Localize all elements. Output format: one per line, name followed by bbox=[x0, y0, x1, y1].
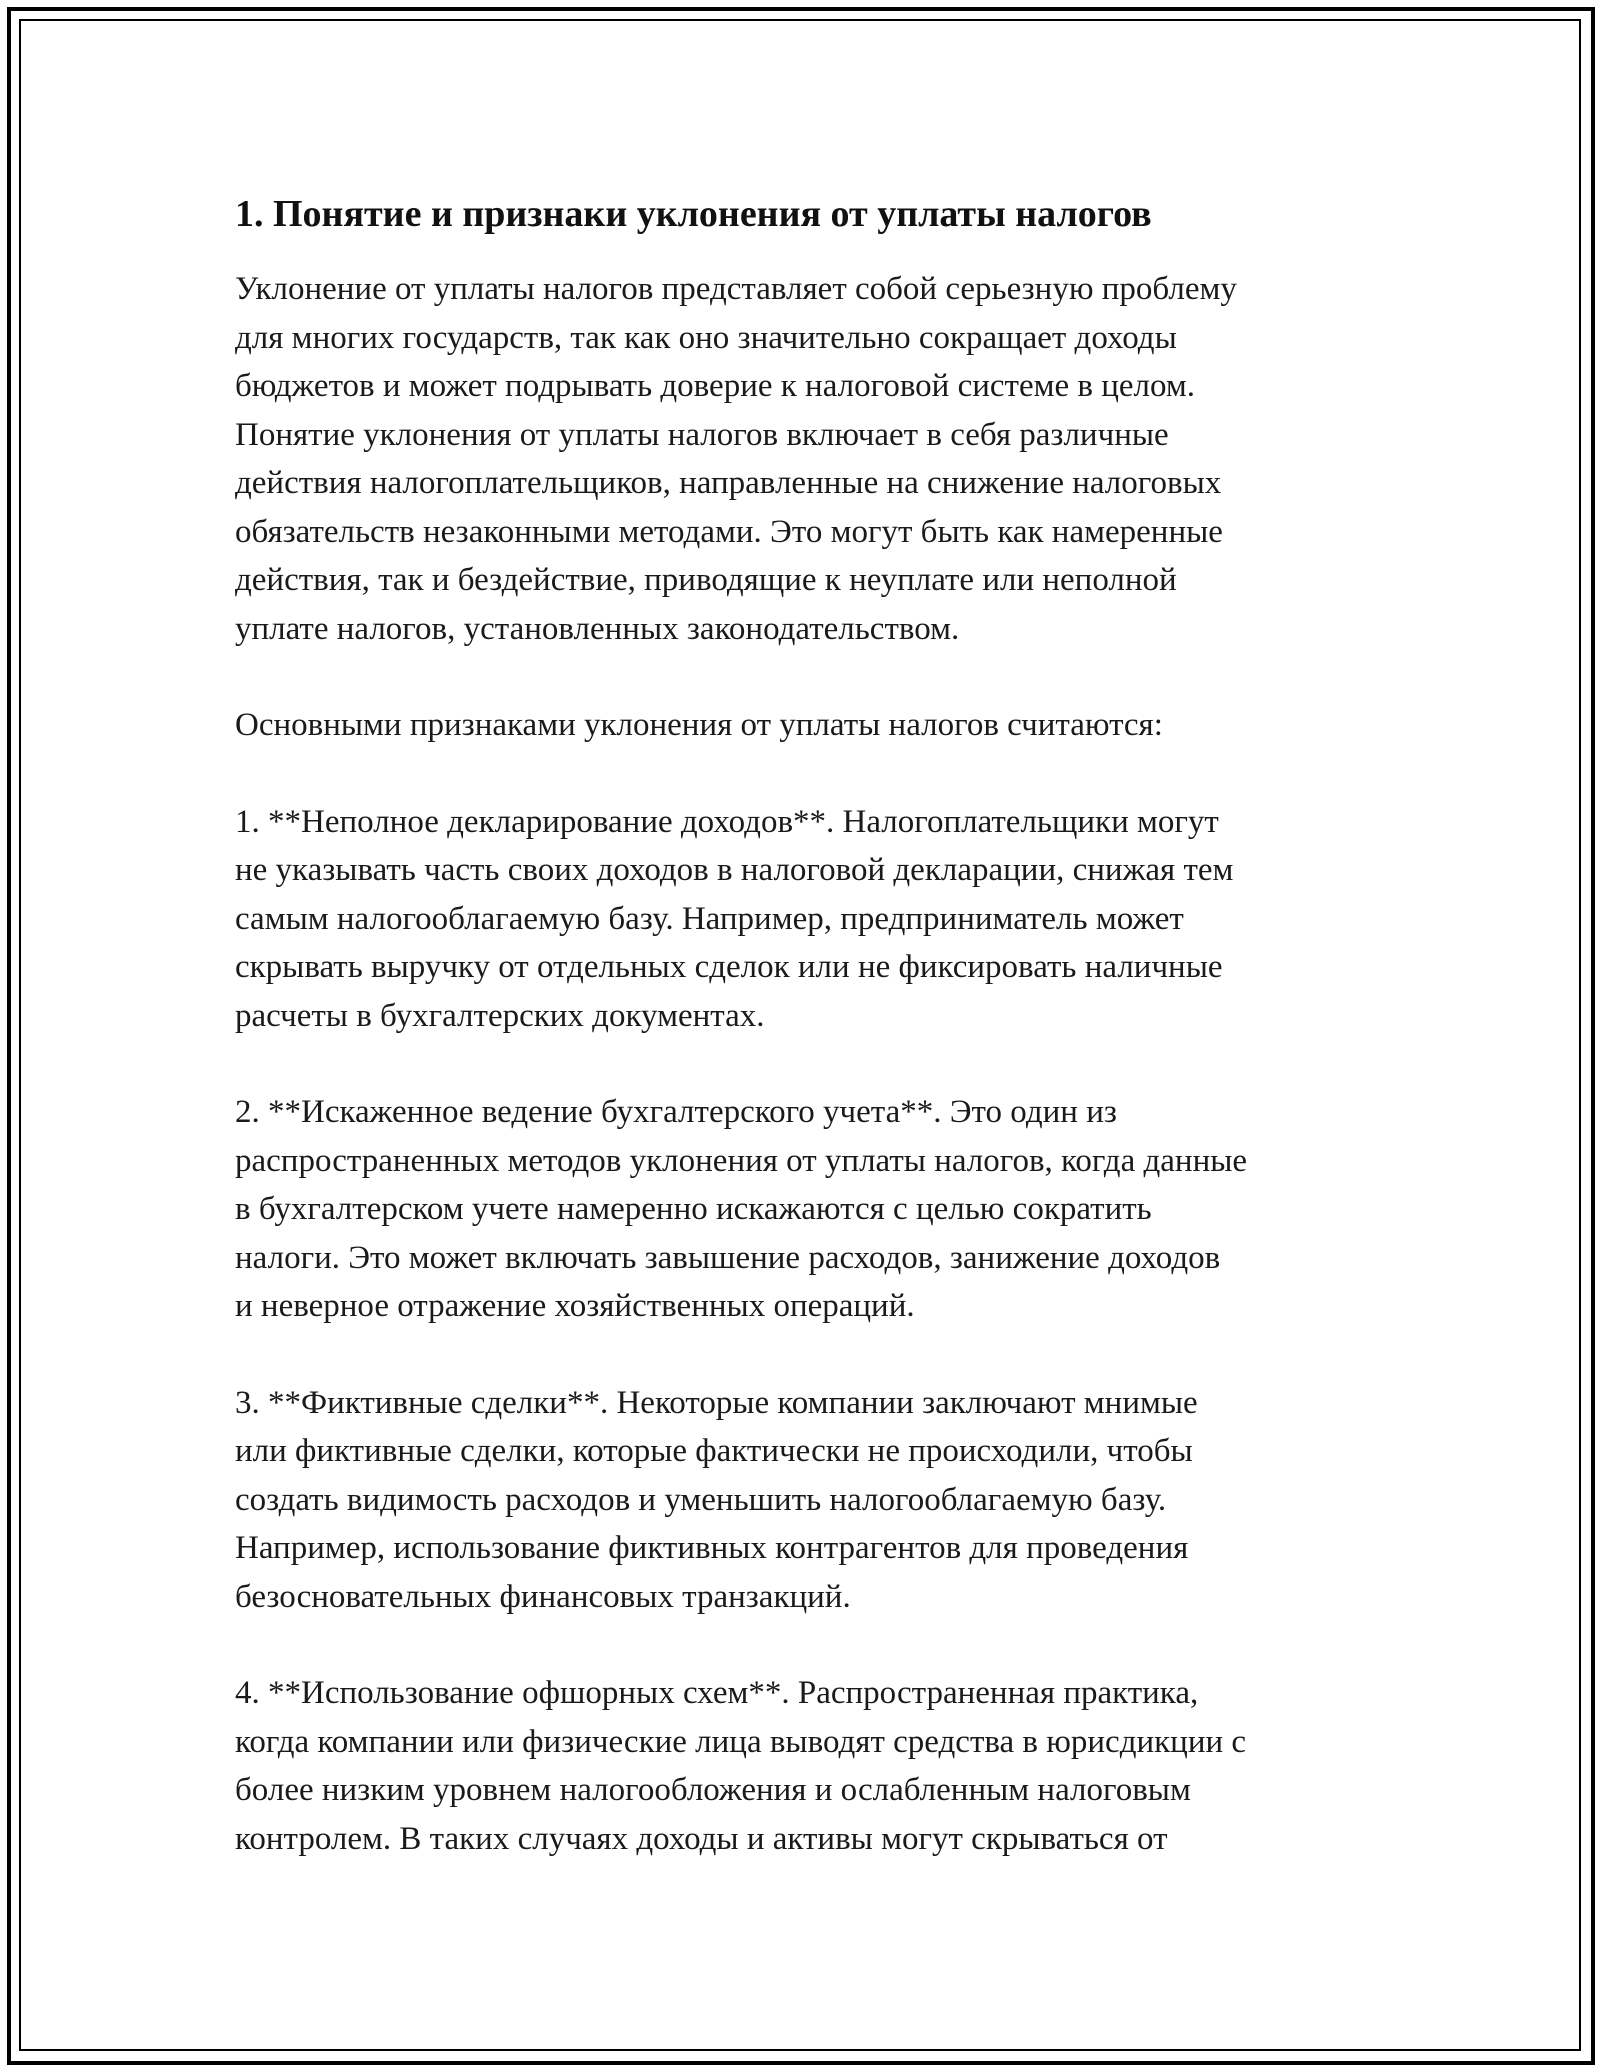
section-heading: 1. Понятие и признаки уклонения от уплаты налогов bbox=[235, 193, 1152, 235]
list-item-2-paragraph: 2. **Искаженное ведение бухгалтерского учета**. Это один из распространенных методов уклонения от уплаты налогов, когда данные в бухгалтерском учете намеренно искажаются с целью сократить налоги. Это может включать завышение расходов, занижение доходов и неверное отражение хозяйственных операций. bbox=[235, 1094, 1248, 1324]
document-body bbox=[235, 187, 1385, 1911]
list-item-4-paragraph: 4. **Использование офшорных схем**. Распространенная практика, когда компании или физические лица выводят средства в юрисдикции с более низким уровнем налогообложения и ослабленным налоговым контролем. В таких случаях доходы и активы могут скрываться от bbox=[235, 1675, 1247, 1857]
list-item-3-paragraph: 3. **Фиктивные сделки**. Некоторые компании заключают мнимые или фиктивные сделки, которые фактически не происходили, чтобы создать видимость расходов и уменьшить налогооблагаемую базу. Например, использование фиктивных контрагентов для проведения безосновательных финансовых транзакций. bbox=[235, 1384, 1198, 1615]
intro-paragraph: Уклонение от уплаты налогов представляет собой серьезную проблему для многих государств, так как оно значительно сокращает доходы бюджетов и может подрывать доверие к налоговой системе в целом. Понятие уклонения от уплаты налогов включает в себя различные действия налогоплательщиков, направленные на снижение налоговых обязательств незаконными методами. Это могут быть как намеренные действия, так и бездействие, приводящие к неуплате или неполной уплате налогов, установленных законодательством. bbox=[235, 271, 1237, 647]
list-item-1-paragraph: 1. **Неполное декларирование доходов**. Налогоплательщики могут не указывать часть своих доходов в налоговой декларации, снижая тем самым налогооблагаемую базу. Например, предприниматель может скрывать выручку от отдельных сделок или не фиксировать наличные расчеты в бухгалтерских документах. bbox=[235, 803, 1234, 1034]
signs-intro-paragraph: Основными признаками уклонения от уплаты налогов считаются: bbox=[235, 707, 1163, 743]
